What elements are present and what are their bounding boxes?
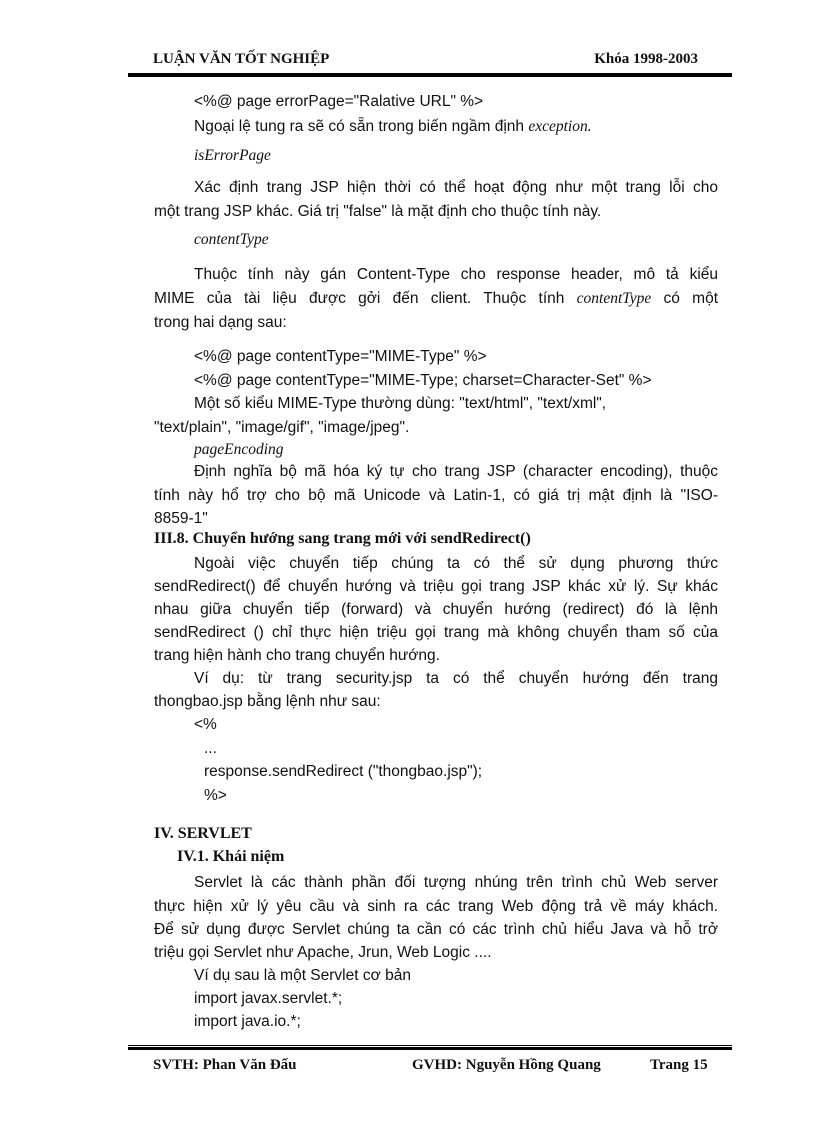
header-rule xyxy=(128,73,732,77)
page-header xyxy=(153,51,698,68)
paragraph-line: Servlet là các thành phần đối tượng nhúng trên trình chủ Web server xyxy=(194,874,718,891)
text-line: Ví dụ sau là một Servlet cơ bản xyxy=(194,967,411,984)
section-heading: III.8. Chuyển hướng sang trang mới với sendRedirect() xyxy=(154,530,531,547)
header-title: LUẬN VĂN TỐT NGHIỆP xyxy=(153,51,330,67)
code-line: response.sendRedirect ("thongbao.jsp"); xyxy=(204,763,483,780)
section-heading: IV. SERVLET xyxy=(154,825,252,842)
paragraph-line: một trang JSP khác. Giá trị "false" là mặt định cho thuộc tính này. xyxy=(154,203,602,220)
paragraph-line: Ví dụ: từ trang security.jsp ta có thể chuyển hướng đến trang xyxy=(194,670,718,687)
attr-name: contentType xyxy=(194,231,269,248)
paragraph-line: sendRedirect () chỉ thực hiện triệu gọi trang mà không chuyển tham số của xyxy=(154,624,718,641)
paragraph-line: thongbao.jsp bằng lệnh như sau: xyxy=(154,693,381,710)
paragraph-line: trang hiện hành cho trang chuyển hướng. xyxy=(154,647,440,664)
code-line: <%@ page contentType="MIME-Type" %> xyxy=(194,348,487,365)
paragraph-line: 8859-1" xyxy=(154,510,208,527)
code-error-page: <%@ page errorPage="Ralative URL" %> xyxy=(194,93,484,110)
code-line: <% xyxy=(194,716,217,733)
code-line: import javax.servlet.*; xyxy=(194,990,343,1007)
text-line: "text/plain", "image/gif", "image/jpeg". xyxy=(154,419,410,436)
text-line: Ngoại lệ tung ra sẽ có sẵn trong biến ngầm định exception. xyxy=(194,118,592,135)
attr-name: isErrorPage xyxy=(194,147,271,164)
paragraph-line: Ngoài việc chuyển tiếp chúng ta có thể sử dụng phương thức xyxy=(194,555,718,572)
subsection-heading: IV.1. Khái niệm xyxy=(177,848,285,865)
paragraph-line: trong hai dạng sau: xyxy=(154,314,287,331)
footer-page-number: Trang 15 xyxy=(650,1057,708,1073)
paragraph-line: sendRedirect() để chuyển hướng và triệu gọi trang JSP khác xử lý. Sự khác xyxy=(154,578,718,595)
paragraph-line: Thuộc tính này gán Content-Type cho response header, mô tả kiểu xyxy=(194,266,718,283)
paragraph-line: Để sử dụng được Servlet chúng ta cần có các trình chủ hiểu Java và hỗ trở xyxy=(154,921,718,938)
paragraph-line: Định nghĩa bộ mã hóa ký tự cho trang JSP (character encoding), thuộc xyxy=(194,463,718,480)
footer-advisor: GVHD: Nguyễn Hồng Quang xyxy=(412,1057,601,1073)
paragraph-line: nhau giữa chuyển tiếp (forward) và chuyển hướng (redirect) đó là lệnh xyxy=(154,601,718,618)
footer-rule xyxy=(128,1045,732,1050)
header-course: Khóa 1998-2003 xyxy=(594,51,698,67)
code-line: <%@ page contentType="MIME-Type; charset=Character-Set" %> xyxy=(194,372,652,389)
code-line: import java.io.*; xyxy=(194,1013,301,1030)
footer-student: SVTH: Phan Văn Đấu xyxy=(153,1057,297,1073)
paragraph-line: thực hiện xử lý yêu cầu và sinh ra các trang Web động trả về máy khách. xyxy=(154,898,718,915)
paragraph-line: tính này hổ trợ cho bộ mã Unicode và Latin-1, có giá trị mật định là "ISO- xyxy=(154,487,718,504)
attr-name: pageEncoding xyxy=(194,441,284,458)
text-line: Một số kiểu MIME-Type thường dùng: "text/html", "text/xml", xyxy=(194,395,607,412)
paragraph-line: MIME của tài liệu được gởi đến client. Thuộc tính contentType có một xyxy=(154,290,719,307)
code-line: ... xyxy=(204,740,217,757)
paragraph-line: triệu gọi Servlet như Apache, Jrun, Web Logic .... xyxy=(154,944,492,961)
code-line: %> xyxy=(204,787,227,804)
paragraph-line: Xác định trang JSP hiện thời có thể hoạt động như một trang lỗi cho xyxy=(194,179,718,196)
